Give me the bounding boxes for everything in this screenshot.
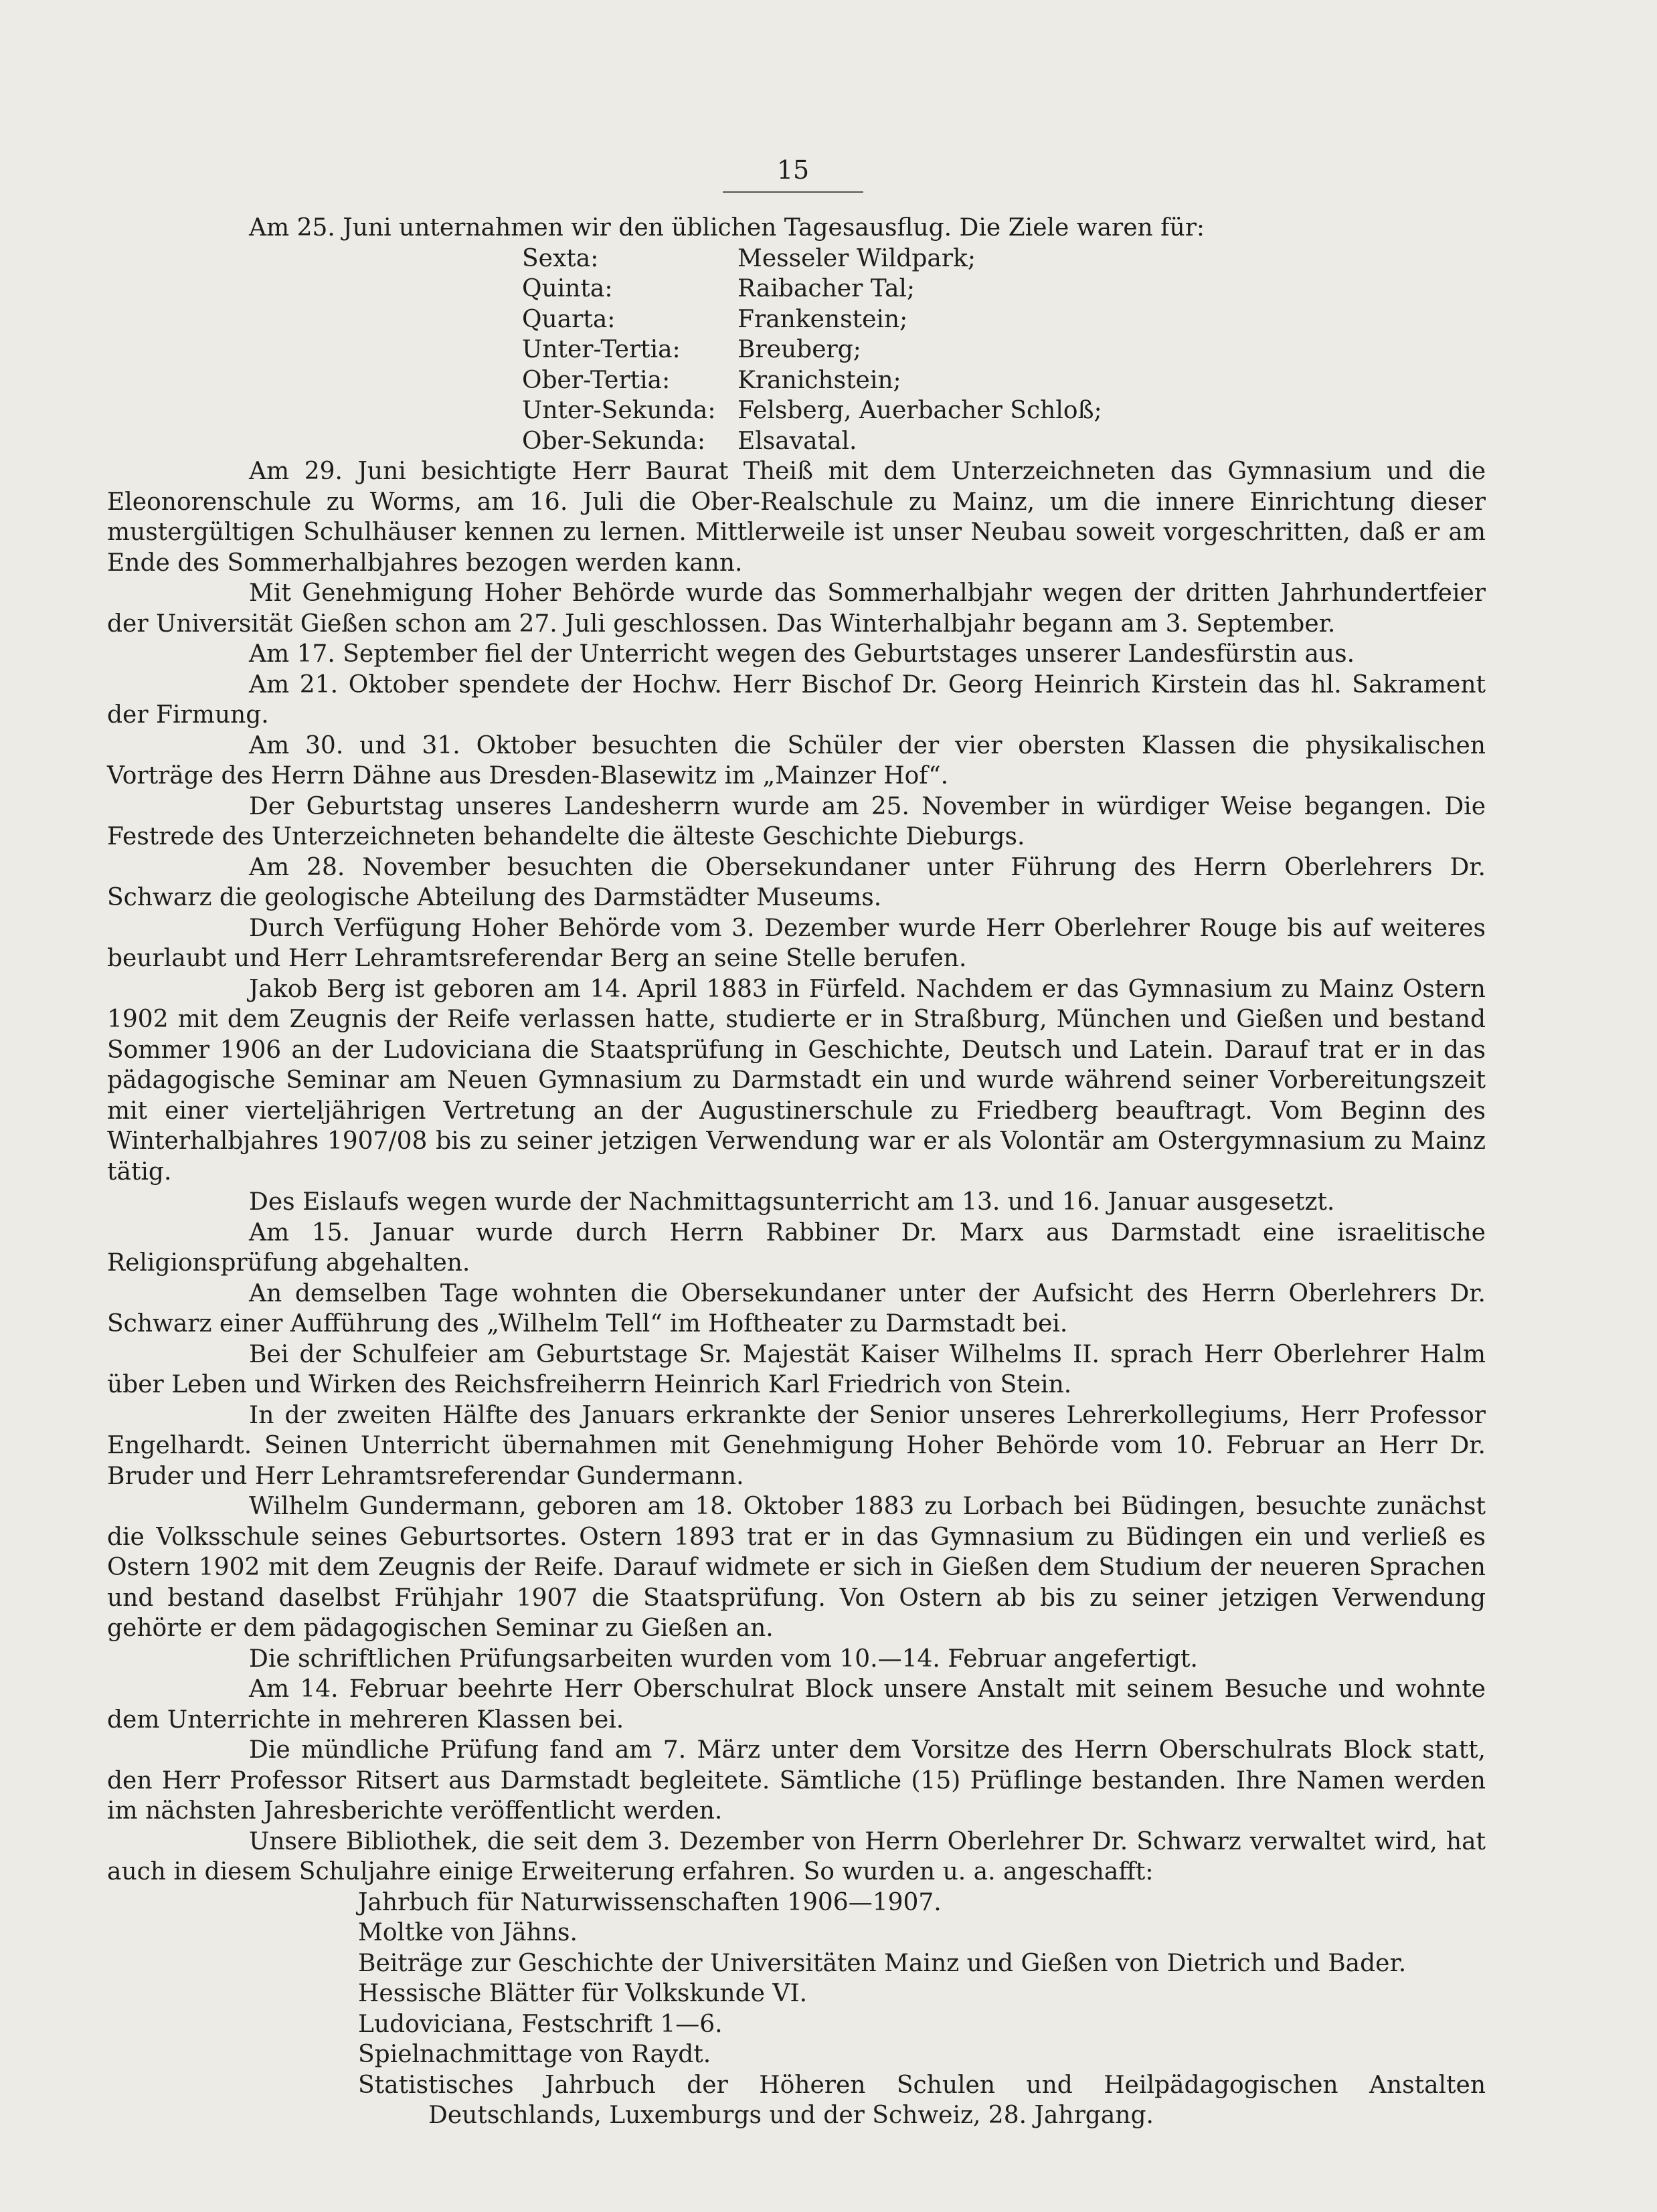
paragraph: Am 14. Februar beehrte Herr Oberschulrat Block unsere Anstalt mit seinem Besuche und wohnte dem Unterrichte in mehreren Klassen bei. bbox=[107, 1675, 1486, 1734]
excursion-item bbox=[522, 426, 1486, 457]
destination: Frankenstein; bbox=[737, 305, 908, 333]
paragraph: Mit Genehmigung Hoher Behörde wurde das Sommerhalbjahr wegen der dritten Jahrhundertfeier der Universität Gießen schon am 27. Juli geschlossen. Das Winterhalbjahr begann am 3. September. bbox=[107, 579, 1486, 638]
paragraph: Wilhelm Gundermann, geboren am 18. Oktober 1883 zu Lorbach bei Büdingen, besuchte zunächst die Volksschule seines Geburtsortes. Ostern 1893 trat er in das Gymnasium zu Büdingen ein und verließ es Ostern 1902 mit dem Zeugnis der Reife. Darauf widmete er sich in Gießen dem Studium der neueren Sprachen und bestand daselbst Frühjahr 1907 die Staatsprüfung. Von Ostern ab bis zu seiner jetzigen Verwendung gehörte er dem pädagogischen Seminar zu Gießen an. bbox=[107, 1493, 1486, 1642]
destination: Kranichstein; bbox=[737, 366, 901, 394]
excursion-item bbox=[522, 304, 1486, 335]
paragraph: An demselben Tage wohnten die Obersekundaner unter der Aufsicht des Herrn Oberlehrers Dr. Schwarz einer Aufführung des „Wilhelm Tell“ im Hoftheater zu Darmstadt bei. bbox=[107, 1279, 1486, 1338]
class-name: Ober-Tertia: bbox=[522, 366, 671, 394]
destination: Messeler Wildpark; bbox=[737, 244, 976, 272]
paragraph: Unsere Bibliothek, die seit dem 3. Dezember von Herrn Oberlehrer Dr. Schwarz verwaltet wird, hat auch in diesem Schuljahre einige Erweiterung erfahren. So wurden u. a. angeschafft: bbox=[107, 1827, 1486, 1885]
paragraph: Am 25. Juni unternahmen wir den üblichen Tagesausflug. Die Ziele waren für: bbox=[249, 214, 1205, 242]
class-name: Ober-Sekunda: bbox=[522, 427, 706, 455]
paragraph: Der Geburtstag unseres Landesherrn wurde am 25. November in würdiger Weise begangen. Die Festrede des Unterzeichneten behandelte die älteste Geschichte Dieburgs. bbox=[107, 792, 1486, 850]
paragraph: In der zweiten Hälfte des Januars erkrankte der Senior unseres Lehrerkollegiums, Herr Professor Engelhardt. Seinen Unterricht übernahmen mit Genehmigung Hoher Behörde vom 10. Februar an Herr Dr. Bruder und Herr Lehramtsreferendar Gundermann. bbox=[107, 1401, 1486, 1490]
paragraph: Die mündliche Prüfung fand am 7. März unter dem Vorsitze des Herrn Oberschulrats Block statt, den Herr Professor Ritsert aus Darmstadt begleitete. Sämtliche (15) Prüflinge bestanden. Ihre Namen werden im nächsten Jahresberichte veröffentlicht werden. bbox=[107, 1736, 1486, 1825]
paragraph: Am 30. und 31. Oktober besuchten die Schüler der vier obersten Klassen die physikalischen Vorträge des Herrn Dähne aus Dresden-Blasewitz im „Mainzer Hof“. bbox=[107, 731, 1486, 790]
paragraph: Am 28. November besuchten die Obersekundaner unter Führung des Herrn Oberlehrers Dr. Schwarz die geologische Abteilung des Darmstädter Museums. bbox=[107, 853, 1486, 911]
body-text bbox=[107, 213, 1486, 2131]
list-item: Jahrbuch für Naturwissenschaften 1906—1907. bbox=[358, 1888, 942, 1916]
excursion-item bbox=[522, 274, 1486, 304]
destination: Raibacher Tal; bbox=[737, 275, 915, 302]
paragraph: Jakob Berg ist geboren am 14. April 1883 in Fürfeld. Nachdem er das Gymnasium zu Mainz Ostern 1902 mit dem Zeugnis der Reife verlassen hatte, studierte er in Straßburg, München und Gießen und bestand Sommer 1906 an der Ludoviciana die Staatsprüfung in Geschichte, Deutsch und Latein. Darauf trat er in das pädagogische Seminar am Neuen Gymnasium zu Darmstadt ein und wurde während seiner Vorbereitungszeit mit einer vierteljährigen Vertretung an der Augustinerschule zu Friedberg beauftragt. Vom Beginn des Winterhalbjahres 1907/08 bis zu seiner jetzigen Verwendung war er als Volontär am Ostergymnasium zu Mainz tätig. bbox=[107, 975, 1486, 1186]
class-name: Quinta: bbox=[522, 275, 613, 302]
class-name: Sexta: bbox=[522, 244, 599, 272]
excursion-list bbox=[107, 244, 1486, 457]
excursion-item bbox=[522, 244, 1486, 274]
paragraph: Am 21. Oktober spendete der Hochw. Herr Bischof Dr. Georg Heinrich Kirstein das hl. Sakrament der Firmung. bbox=[107, 670, 1486, 729]
list-item: Spielnachmittage von Raydt. bbox=[358, 2041, 711, 2068]
paragraph: Am 29. Juni besichtigte Herr Baurat Theiß mit dem Unterzeichneten das Gymnasium und die Eleonorenschule zu Worms, am 16. Juli die Ober-Realschule zu Mainz, um die innere Einrichtung dieser mustergültigen Schulhäuser kennen zu lernen. Mittlerweile ist unser Neubau soweit vorgeschritten, daß er am Ende des Sommerhalbjahres bezogen werden kann. bbox=[107, 458, 1486, 577]
list-item: Ludoviciana, Festschrift 1—6. bbox=[358, 2010, 723, 2038]
paragraph: Am 15. Januar wurde durch Herrn Rabbiner Dr. Marx aus Darmstadt eine israelitische Religionsprüfung abgehalten. bbox=[107, 1218, 1486, 1277]
destination: Breuberg; bbox=[737, 336, 861, 363]
library-acquisitions-list bbox=[107, 1887, 1486, 2131]
list-item: Beiträge zur Geschichte der Universitäten Mainz und Gießen von Dietrich und Bader. bbox=[358, 1949, 1407, 1977]
paragraph: Bei der Schulfeier am Geburtstage Sr. Majestät Kaiser Wilhelms II. sprach Herr Oberlehrer Halm über Leben und Wirken des Reichsfreiherrn Heinrich Karl Friedrich von Stein. bbox=[107, 1340, 1486, 1398]
header-rule bbox=[723, 191, 863, 193]
destination: Felsberg, Auerbacher Schloß; bbox=[737, 397, 1102, 424]
list-item: Moltke von Jähns. bbox=[358, 1919, 578, 1946]
excursion-item bbox=[522, 335, 1486, 365]
paragraph: Die schriftlichen Prüfungsarbeiten wurden vom 10.—14. Februar angefertigt. bbox=[249, 1645, 1198, 1673]
paragraph: Durch Verfügung Hoher Behörde vom 3. Dezember wurde Herr Oberlehrer Rouge bis auf weiteres beurlaubt und Herr Lehramtsreferendar Berg an seine Stelle berufen. bbox=[107, 914, 1486, 972]
list-item: Hessische Blätter für Volkskunde VI. bbox=[358, 1980, 808, 2007]
class-name: Quarta: bbox=[522, 305, 616, 333]
page-number: 15 bbox=[776, 155, 810, 185]
excursion-item bbox=[522, 395, 1486, 426]
class-name: Unter-Sekunda: bbox=[522, 397, 716, 424]
paragraph: Am 17. September fiel der Unterricht wegen des Geburtstages unserer Landesfürstin aus. bbox=[249, 640, 1355, 668]
excursion-item bbox=[522, 365, 1486, 396]
paragraph: Des Eislaufs wegen wurde der Nachmittagsunterricht am 13. und 16. Januar ausgesetzt. bbox=[249, 1188, 1335, 1216]
destination: Elsavatal. bbox=[737, 427, 857, 455]
list-item: Statistisches Jahrbuch der Höheren Schulen und Heilpädagogischen Anstalten Deutschlands, Luxemburgs und der Schweiz, 28. Jahrgang. bbox=[358, 2071, 1486, 2129]
class-name: Unter-Tertia: bbox=[522, 336, 681, 363]
